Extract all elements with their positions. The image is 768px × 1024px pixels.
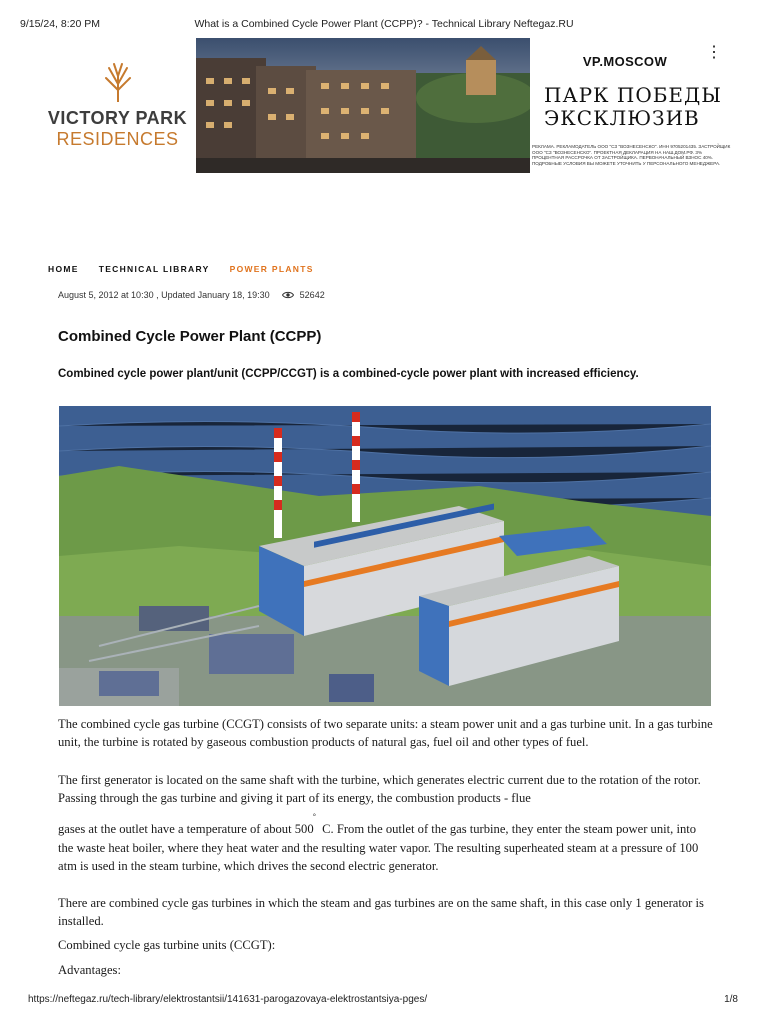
ad-headline (544, 84, 722, 130)
article-paragraph-5: Combined cycle gas turbine units (CCGT): (58, 938, 276, 952)
ad-headline-line2: ЭКСКЛЮЗИВ (544, 106, 700, 130)
degree-sign: ° (312, 812, 316, 821)
breadcrumb (48, 264, 314, 274)
ad-brand-logo[interactable] (40, 62, 195, 172)
ad-options-menu-icon[interactable]: ⋮ (706, 44, 722, 61)
article-title: Combined Cycle Power Plant (CCPP) (58, 328, 322, 345)
print-page-title: What is a Combined Cycle Power Plant (CCPP)? - Technical Library Neftegaz.RU (194, 18, 574, 30)
breadcrumb-power-plants[interactable]: POWER PLANTS (229, 264, 314, 274)
ad-text-panel[interactable] (530, 38, 740, 173)
ad-brand-line2: RESIDENCES (56, 129, 179, 149)
breadcrumb-home[interactable]: HOME (48, 264, 79, 274)
article-meta (58, 290, 325, 300)
ccpp-rendering-image (59, 406, 711, 706)
article-paragraph-6: Advantages: (58, 963, 121, 977)
article-paragraph-3-rest: C. From the outlet of the gas turbine, they enter the steam power unit, into the waste heat boiler, where they heat water and the resulting water vapor. The resulting superheated steam at a pressure of 100 atm is used in the steam turbine, which drives the second electric generator. (58, 822, 699, 873)
article-paragraph-4: There are combined cycle gas turbines in which the steam and gas turbines are on the same shaft, in this case only 1 generator is installed. (58, 896, 704, 928)
city-skyline-image (196, 38, 530, 173)
power-plant-image (59, 406, 711, 706)
ad-residence-photo[interactable] (196, 38, 530, 173)
ad-brand-line1: VICTORY PARK (47, 108, 188, 128)
ad-site-label: VP.MOSCOW (582, 54, 668, 69)
print-datetime: 9/15/24, 8:20 PM (20, 18, 100, 30)
eye-icon (282, 291, 294, 299)
article-paragraph-3-start: gases at the outlet have a temperature of about 500 (58, 822, 314, 836)
article-paragraph-3 (58, 812, 713, 875)
breadcrumb-technical-library[interactable]: TECHNICAL LIBRARY (98, 264, 210, 274)
print-url: https://neftegaz.ru/tech-library/elektrostantsii/141631-parogazovaya-elektrostantsiya-pges/ (28, 994, 428, 1005)
article-paragraph-1: The combined cycle gas turbine (CCGT) consists of two separate units: a steam power unit and a gas turbine unit. In a gas turbine unit, the turbine is rotated by gaseous combustion products of natural gas, fuel oil and other types of fuel. (58, 717, 713, 749)
article-lead: Combined cycle power plant/unit (CCPP/CCGT) is a combined-cycle power plant with increased efficiency. (58, 368, 639, 380)
print-page-number: 1/8 (724, 994, 738, 1005)
wheat-logo-icon (101, 62, 135, 102)
article-dates: August 5, 2012 at 10:30 , Updated January 18, 19:30 (58, 290, 270, 300)
ad-fine-print: РЕКЛАМА. РЕКЛАМОДАТЕЛЬ ООО "СЗ "ВОЗНЕСЕНСКО". ИНН 9705201435. ЗАСТРОЙЩИК ООО "СЗ "ВОЗНЕСЕНСКО". ПРОЕКТНАЯ ДЕКЛАРАЦИЯ НА НАШ.ДОМ.РФ. 3% ПРОЦЕНТНАЯ РАССРОЧКА ОТ ЗАСТРОЙЩИКА. ПЕРВОНАЧАЛЬНЫЙ ВЗНОС 40%. ПОДРОБНЫЕ УСЛОВИЯ ВЫ МОЖЕТЕ УТОЧНИТЬ У ПЕРСОНАЛЬНОГО МЕНЕДЖЕРА. (532, 144, 731, 166)
ad-headline-line1: ПАРК ПОБЕДЫ (544, 83, 722, 107)
view-count: 52642 (299, 290, 325, 300)
article-paragraph-2: The first generator is located on the same shaft with the turbine, which generates electric current due to the rotation of the rotor. Passing through the gas turbine and giving it part of its energy, the combustion products - flue (58, 773, 701, 805)
